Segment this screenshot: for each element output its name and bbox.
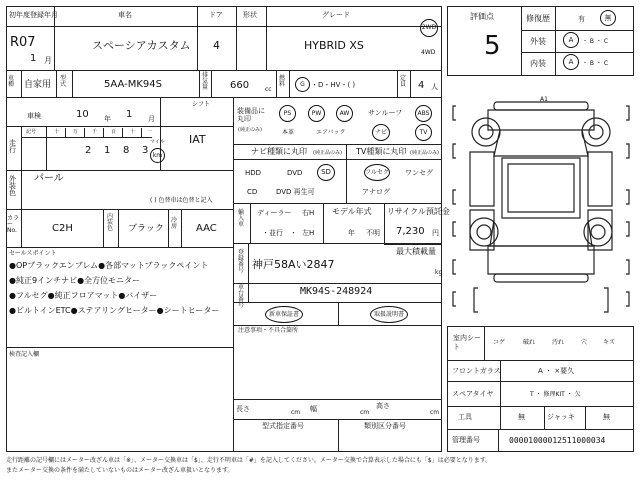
color-no-label: カラーNo.	[7, 215, 20, 234]
selling-points-label: セールスポイント	[9, 250, 57, 257]
interior-color-value: ブラック	[128, 224, 164, 234]
ps-circled: PS	[279, 105, 296, 122]
navi-type-label: ナビ種類に丸印	[251, 147, 307, 156]
capacity-unit: 人	[431, 83, 438, 91]
chassis-no: MK94S-248924	[300, 286, 373, 297]
footer-note-1: 走行距離の記号欄にはメーター改ざん車は「※」、メーター交換車は「$」、走行不明車は「#」を記入してください。メーター交換で合算表示した場合にも「$」は必要となります。	[6, 457, 492, 464]
fuel-options: ・D・HV・( )	[311, 81, 356, 89]
jack-label: ジャッキ	[547, 413, 575, 421]
left-h-option: 左H	[302, 229, 315, 237]
aircon-label: 冷房	[171, 217, 178, 230]
load-label: 最大積載量	[396, 247, 436, 256]
use-label: 車種	[8, 75, 15, 88]
inspector-notes-label: 検査記入欄	[9, 351, 40, 358]
chassis-label: 車台番号	[238, 284, 245, 309]
diagram-a1: A1	[540, 96, 548, 103]
cd-option: CD	[247, 188, 258, 196]
analog-option: アナログ	[362, 188, 390, 196]
spare-value: T ・ 修理KIT ・ 欠	[530, 391, 581, 398]
selling-point: ●ビルトインETC●ステアリングヒーター●シートヒーター	[9, 306, 220, 315]
navi-circled: ナビ	[372, 124, 390, 141]
load-kg: kg	[435, 269, 443, 276]
exterior-grade-label: 外装	[530, 37, 546, 46]
grade-label: グレード	[322, 11, 350, 19]
equipment-label: 装備品に丸印	[237, 107, 265, 123]
leather-option: 本革	[282, 129, 295, 136]
tv-type-label: TV種類に丸印	[356, 147, 407, 156]
inspection-year-unit: 年	[104, 115, 111, 123]
height-cm: cm	[430, 409, 440, 416]
exterior-color-label: 外装色	[9, 175, 16, 197]
selling-point: ●純正9インチナビ●全方位モニター	[9, 276, 141, 285]
mileage-digit-header: 万	[73, 129, 79, 135]
reg-no-label: 登録番号	[238, 249, 245, 274]
shift-label: シフト	[192, 101, 211, 108]
reg-no: 神戸58Aい2847	[252, 258, 335, 271]
width-cm: cm	[360, 409, 370, 416]
fuel-g-circled: G	[295, 77, 310, 92]
seat-condition-item: キズ	[603, 339, 615, 346]
import-label: 輸入車	[238, 209, 245, 228]
recycle-label: リサイクル預託金	[387, 207, 450, 216]
spare-label: スペアタイヤ	[452, 390, 494, 398]
right-h-option: 右H	[302, 209, 315, 217]
tools-label: 工具	[458, 413, 472, 421]
selling-point: ●フルセグ●純正フロアマット●バイザー	[9, 291, 158, 300]
interior-grade-bc: ・ B ・ C	[582, 60, 609, 67]
tv-type-sub: (純正品のみ)	[410, 150, 439, 156]
mileage-digit-header: 一	[147, 129, 153, 135]
recycle-value: 7,230	[396, 226, 425, 237]
mileage-digit: 3	[142, 145, 149, 156]
repair-label: 修復歴	[526, 14, 550, 23]
mgmt-no: 00001000012511000034	[509, 436, 606, 445]
color-change-note: ( ) 色替車は色替と記入	[150, 197, 213, 204]
class-no-label: 類別区分番号	[364, 422, 406, 430]
mileage-digit: 2	[85, 145, 92, 156]
exterior-grade-a-circled: A	[563, 32, 579, 48]
inspection-month: 1	[126, 109, 133, 120]
mileage-digit-header: 千	[92, 129, 98, 135]
inspection-year: 10	[76, 109, 89, 120]
use-value: 自家用	[24, 80, 52, 90]
fuel-label: 燃料	[279, 75, 286, 88]
mile-label: マイル	[150, 139, 165, 145]
tools-value: 無	[518, 413, 525, 421]
sd-circled: SD	[317, 164, 335, 181]
inspection-label: 車検	[27, 112, 41, 120]
model-year-label: モデル年式	[332, 207, 372, 216]
mileage-digit-header: 百	[111, 129, 117, 135]
shift-value: IAT	[189, 133, 206, 146]
notes-label: 注意事項・不具合箇所	[238, 327, 299, 334]
reg-date-label: 初年度登録年月	[9, 11, 58, 19]
mileage-digit-header: 十	[130, 129, 136, 135]
oneseg-option: ワンセグ	[405, 169, 433, 177]
seat-condition-item: 穴	[581, 339, 588, 346]
parallel-option: ・並行	[262, 229, 283, 237]
dvd-option: DVD	[287, 169, 303, 177]
aw-circled: AW	[336, 105, 353, 122]
jack-value: 無	[603, 413, 610, 421]
car-name: スペーシアカスタム	[92, 39, 191, 52]
color-no: C2H	[52, 223, 73, 234]
car-damage-diagram	[448, 92, 634, 324]
repair-yes: 有	[578, 15, 585, 23]
abs-circled: ABS	[415, 105, 432, 122]
glass-label: フロントガラス	[452, 367, 501, 375]
doors: 4	[213, 39, 220, 52]
cc-unit: cc	[265, 86, 272, 93]
capacity-label: 定員	[400, 75, 407, 88]
dealer-option: ディーラー	[257, 209, 292, 217]
hdd-option: HDD	[245, 169, 262, 177]
exterior-color-value: パール	[34, 173, 64, 184]
aircon-value: AAC	[196, 223, 217, 234]
footer-note-2: またメーター交換の条件を満たしていないものはメーター改ざん車扱いとなります。	[6, 467, 234, 474]
drive-4wd: 4WD	[421, 49, 436, 56]
glass-value: A ・ ×要久	[538, 367, 575, 375]
dot-sep: ・	[290, 229, 297, 237]
navi-type-sub: (純正品のみ)	[313, 150, 342, 156]
displacement-label: 排気量	[202, 72, 209, 91]
mileage-digit: 1	[104, 145, 111, 156]
mgmt-label: 管理番号	[452, 436, 480, 444]
door-label: ドア	[209, 11, 223, 19]
seat-condition-item: 破れ	[523, 339, 536, 346]
length-cm: cm	[291, 409, 301, 416]
seat-label: 室内シート	[453, 334, 481, 352]
selling-point: ●OPブラックエンブレム●各部マットブラックペイント	[9, 261, 209, 270]
inspection-month-unit: 月	[148, 115, 155, 123]
reg-month: 1	[30, 53, 37, 64]
reg-month-unit: 月	[44, 56, 52, 65]
sunroof-option: サンルーフ	[368, 109, 403, 117]
model-label: 型式	[60, 75, 67, 88]
width-label: 幅	[310, 405, 317, 413]
repair-no-circled: 無	[600, 10, 616, 26]
dvd-play-option: DVD 再生可	[276, 188, 315, 196]
mileage-digit-header: 記号	[26, 129, 37, 135]
km-circled: km	[150, 148, 165, 163]
pw-circled: PW	[308, 105, 325, 122]
drive-2wd-circled: 2WD	[420, 19, 438, 37]
score-value: 5	[484, 31, 501, 61]
mileage-label: 走行	[9, 139, 16, 154]
score-label: 評価点	[470, 12, 494, 21]
length-label: 長さ	[236, 405, 250, 413]
airbag-option: エアバック	[316, 129, 346, 136]
seat-condition-item: コゲ	[493, 339, 506, 346]
interior-grade-label: 内装	[530, 59, 546, 68]
fullseg-circled: フルセグ	[364, 164, 390, 181]
mileage-digit-header: 十	[54, 129, 60, 135]
seat-condition-item: 汚れ	[552, 339, 565, 346]
reg-year: R07	[10, 35, 36, 50]
type-no-label: 型式指定番号	[262, 422, 304, 430]
displacement-value: 660	[230, 80, 250, 91]
exterior-grade-bc: ・ B ・ C	[582, 38, 609, 45]
grade: HYBRID XS	[304, 39, 364, 52]
interior-grade-a-circled: A	[563, 54, 579, 70]
car-name-label: 車名	[118, 11, 132, 19]
recycle-yen: 円	[432, 229, 439, 237]
equipment-sub: (純正のみ)	[238, 127, 262, 133]
mileage-digit: 8	[123, 145, 130, 156]
height-label: 高さ	[376, 402, 390, 410]
model-year-unknown: 不明	[366, 229, 380, 237]
model-value: 5AA-MK94S	[104, 79, 162, 90]
tv-circled: TV	[415, 124, 432, 141]
shape-label: 形状	[243, 11, 257, 19]
interior-color-label: 内装色	[107, 213, 114, 232]
manual-circled: 取扱説明書	[370, 306, 408, 323]
model-year-unit: 年	[348, 229, 355, 237]
new-warranty-circled: 新車保証書	[265, 306, 303, 323]
capacity-value: 4	[418, 80, 425, 91]
